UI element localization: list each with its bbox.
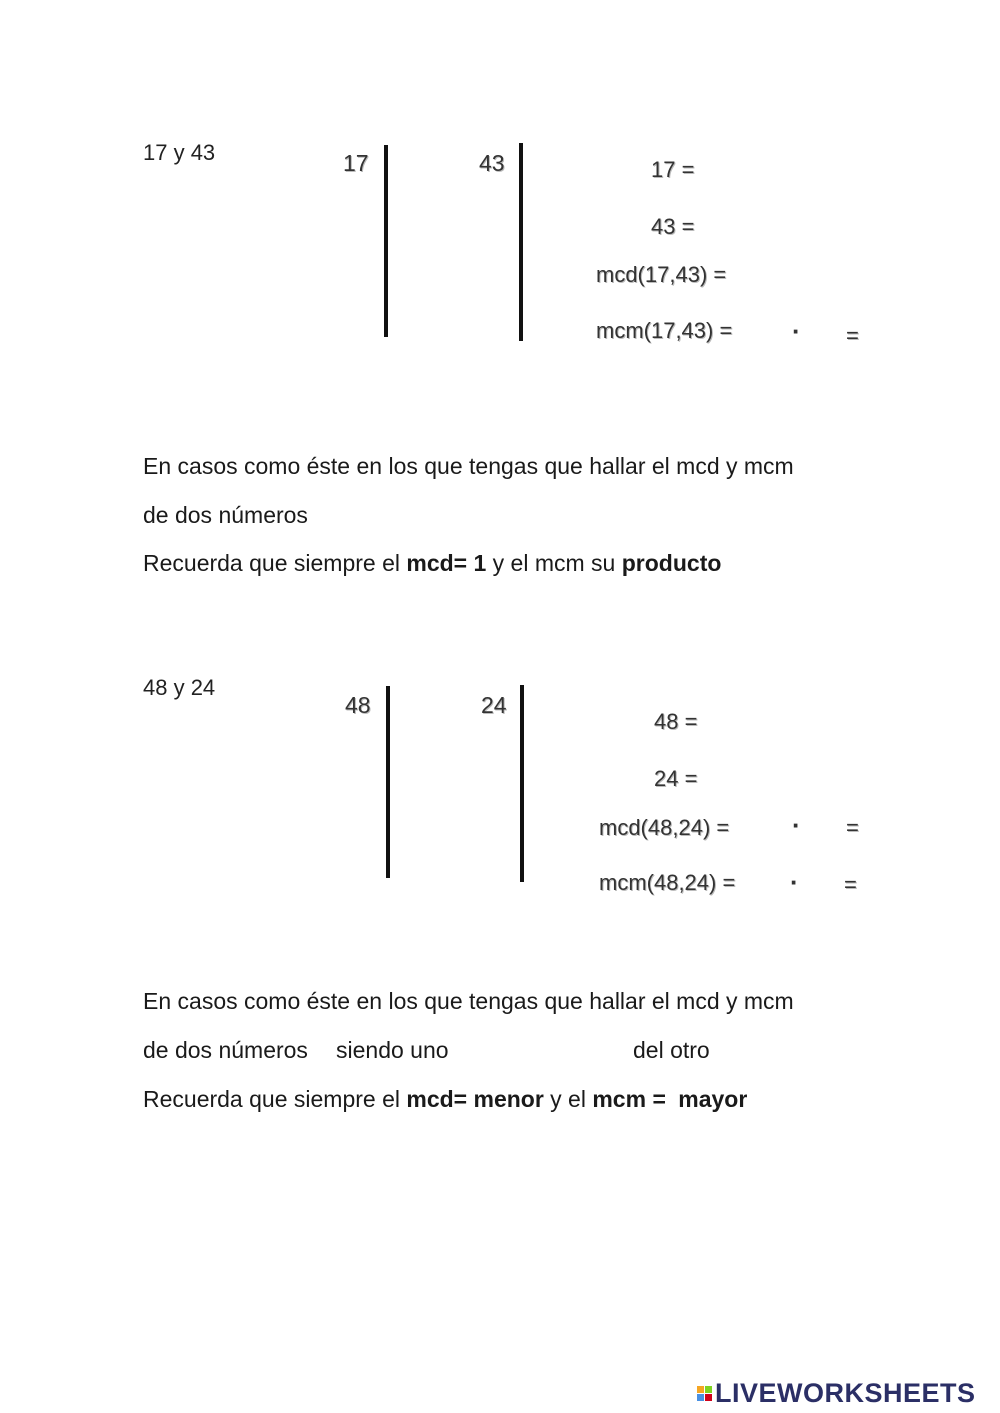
rule-text: y el	[543, 1086, 593, 1112]
factor-column-a-header: 48	[345, 692, 371, 718]
equals-sign: =	[844, 872, 857, 897]
logo-icon	[697, 1386, 712, 1401]
pair-label: 17 y 43	[143, 140, 216, 165]
multiply-dot: ·	[790, 867, 799, 897]
equals-sign: =	[846, 323, 859, 348]
liveworksheets-logo[interactable]	[697, 1378, 976, 1409]
rule-mcd: mcd= menor	[406, 1086, 544, 1112]
decomposition-a: 48 =	[654, 709, 698, 734]
note-line: de dos números	[143, 1037, 308, 1063]
note-line: En casos como éste en los que tengas que hallar el mcd y mcm	[143, 453, 794, 479]
equals-sign: =	[846, 815, 859, 840]
factor-column-b-header: 43	[479, 150, 505, 176]
factor-divider-b	[519, 143, 523, 341]
factor-divider-b	[520, 685, 524, 882]
note-line: de dos números	[143, 502, 308, 528]
mcm-label: mcm(17,43) =	[596, 318, 733, 343]
rule-text: y el mcm su	[486, 550, 622, 576]
rule-mcm: mcm =	[592, 1086, 673, 1112]
factor-divider-a	[384, 145, 388, 337]
note-line: En casos como éste en los que tengas que hallar el mcd y mcm	[143, 988, 794, 1014]
mcm-label: mcm(48,24) =	[599, 870, 736, 895]
rule-mcm-value: mayor	[678, 1086, 748, 1112]
mcd-label: mcd(48,24) =	[599, 815, 730, 840]
note-rule-line	[143, 550, 721, 577]
factor-column-b-header: 24	[481, 692, 507, 718]
note-line: siendo uno	[336, 1037, 449, 1063]
mcd-label: mcd(17,43) =	[596, 262, 727, 287]
decomposition-b: 43 =	[651, 214, 695, 239]
rule-text: Recuerda que siempre el	[143, 1086, 407, 1112]
note-line: del otro	[633, 1037, 710, 1063]
factor-divider-a	[386, 686, 390, 878]
decomposition-b: 24 =	[654, 766, 698, 791]
multiply-dot: ·	[792, 316, 801, 346]
rule-mcd: mcd= 1	[406, 550, 487, 576]
note-rule-line	[143, 1086, 747, 1113]
multiply-dot: ·	[792, 810, 801, 840]
rule-mcm: producto	[621, 550, 722, 576]
logo-text: LIVEWORKSHEETS	[715, 1378, 976, 1408]
rule-text: Recuerda que siempre el	[143, 550, 407, 576]
factor-column-a-header: 17	[343, 150, 369, 176]
decomposition-a: 17 =	[651, 157, 695, 182]
pair-label: 48 y 24	[143, 675, 216, 700]
